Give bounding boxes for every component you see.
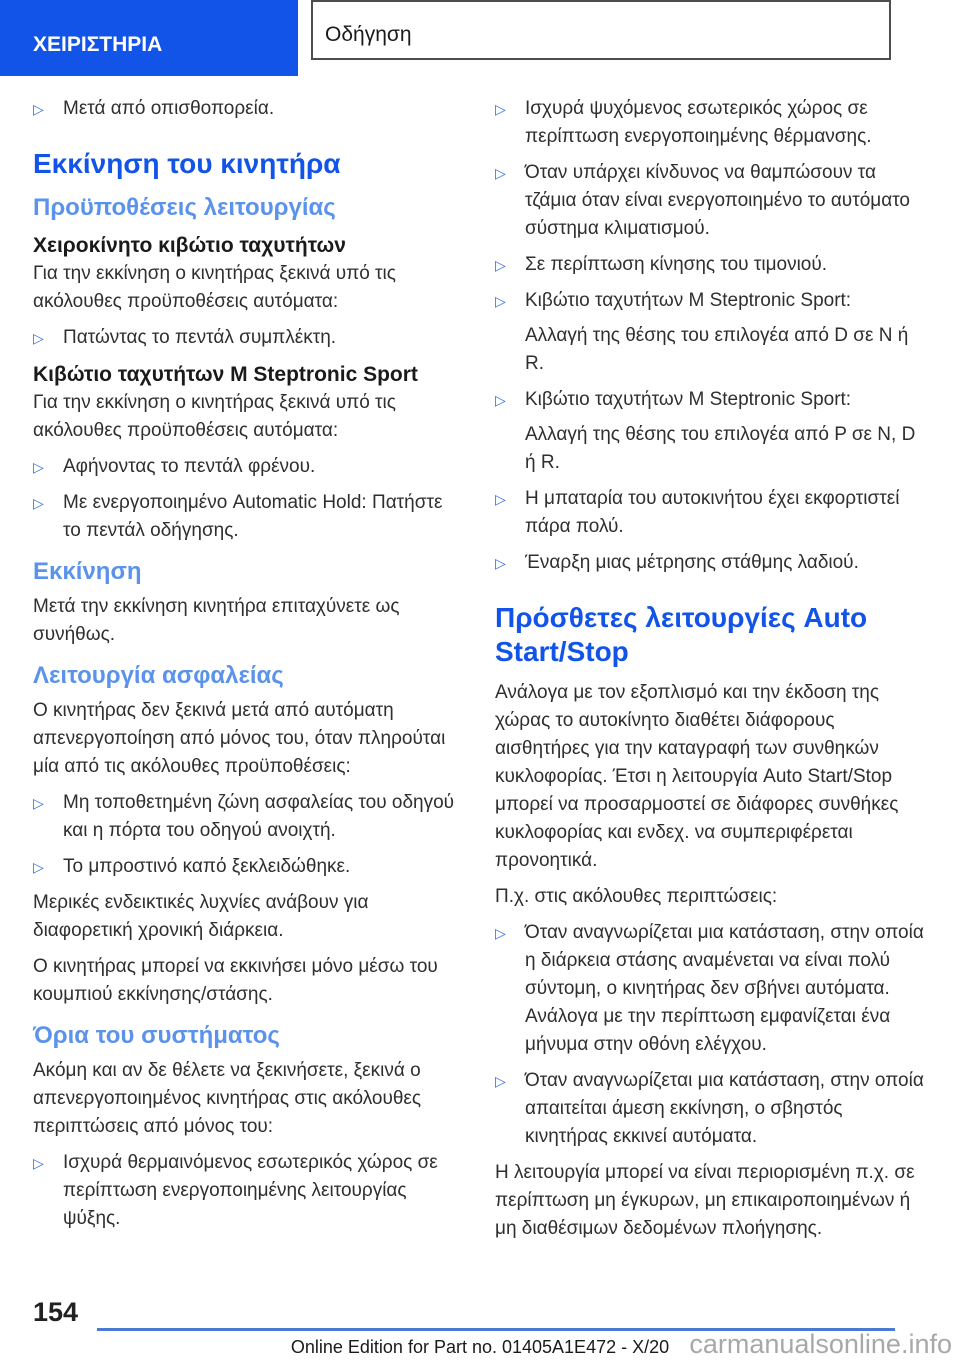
paragraph: Μερικές ενδεικτικές λυχνίες ανάβουν για διαφορετική χρονική διάρκεια. <box>33 892 369 941</box>
bullet-item <box>495 1067 927 1151</box>
bullet-item <box>495 251 927 279</box>
triangle-bullet-icon: ▷ <box>495 257 506 273</box>
heading-h2: Όρια του συστήματος <box>33 1022 280 1049</box>
bullet-text: Μη τοποθετημένη ζώνη ασφαλείας του οδηγού και η πόρτα του οδηγού ανοιχτή. <box>63 792 455 841</box>
bullet-item <box>495 95 927 151</box>
bullet-content <box>63 324 465 352</box>
bullet-text: Ισχυρά ψυχόμενος εσωτερικός χώρος σε περίπτωση ενεργοποιημένης θέρμανσης. <box>525 98 872 147</box>
bullet-item <box>495 386 927 477</box>
paragraph: Για την εκκίνηση ο κινητήρας ξεκινά υπό τις ακόλουθες προϋποθέσεις αυτόματα: <box>33 263 396 312</box>
bullet-text: Μετά από οπισθοπορεία. <box>63 98 275 119</box>
right-column <box>495 95 927 1251</box>
heading-h3: Χειροκίνητο κιβώτιο ταχυτήτων <box>33 234 346 257</box>
bullet-text: Το μπροστινό καπό ξεκλειδώθηκε. <box>63 856 351 877</box>
triangle-bullet-icon: ▷ <box>33 859 44 875</box>
paragraph: Μετά την εκκίνηση κινητήρα επιταχύνετε ως συνήθως. <box>33 596 400 645</box>
bullet-item <box>495 549 927 577</box>
triangle-bullet-icon: ▷ <box>495 101 506 117</box>
bullet-content <box>63 1149 465 1233</box>
triangle-bullet-icon: ▷ <box>495 555 506 571</box>
bullet-text: Σε περίπτωση κίνησης του τιμονιού. <box>525 254 828 275</box>
paragraph: Ο κινητήρας δεν ξεκινά μετά από αυτόματη απενεργοποίηση από μόνος του, όταν πληρούται μία από τις ακόλουθες προϋποθέσεις: <box>33 700 446 777</box>
bullet-content <box>525 386 927 477</box>
heading-h2: Προϋποθέσεις λειτουργίας <box>33 194 336 221</box>
heading-h2: Λειτουργία ασφαλείας <box>33 662 284 689</box>
heading-h2: Εκκίνηση <box>33 558 142 585</box>
heading-h1: Πρόσθετες λειτουργίες Auto Start/Stop <box>495 602 868 667</box>
triangle-bullet-icon: ▷ <box>495 491 506 507</box>
bullet-item <box>33 1149 465 1233</box>
bullet-text: Όταν αναγνωρίζεται μια κατάσταση, στην οποία απαιτείται άμεση εκκίνηση, ο σβηστός κινητήρας εκκινεί αυτόματα. <box>525 1070 924 1147</box>
triangle-bullet-icon: ▷ <box>495 392 506 408</box>
bullet-content <box>525 159 927 243</box>
bullet-content <box>63 453 465 481</box>
bullet-content <box>525 549 927 577</box>
bullet-item <box>495 485 927 541</box>
bullet-item <box>495 159 927 243</box>
bullet-item <box>33 789 465 845</box>
triangle-bullet-icon: ▷ <box>33 101 44 117</box>
triangle-bullet-icon: ▷ <box>495 1073 506 1089</box>
section-tab-label: ΧΕΙΡΙΣΤΗΡΙΑ <box>33 33 163 56</box>
triangle-bullet-icon: ▷ <box>495 165 506 181</box>
chapter-title: Οδήγηση <box>325 23 412 46</box>
content-columns <box>33 62 927 1251</box>
bullet-content <box>63 853 465 881</box>
paragraph: Ανάλογα με τον εξοπλισμό και την έκδοση της χώρας το αυτοκίνητο διαθέτει διάφορους αισθητήρες για την καταγραφή των συνθηκών κυκλοφορίας. Έτσι η λειτουργία Auto Start/Stop μπορεί να προσαρμοστεί σε διάφορες συνθήκες κυκλοφορίας και ενδεχ. να συμπεριφέρεται προνοητικά. <box>495 682 899 871</box>
bullet-content <box>525 1067 927 1151</box>
bullet-subtext: Αλλαγή της θέσης του επιλογέα από P σε N, D ή R. <box>525 424 916 473</box>
footer-line <box>0 1329 960 1359</box>
paragraph: Η λειτουργία μπορεί να είναι περιορισμένη π.χ. σε περίπτωση μη έγκυρων, μη επικαιροποιημένων ή μη διαθέσιμων δεδομένων πλοήγησης. <box>495 1162 915 1239</box>
bullet-text: Με ενεργοποιημένο Automatic Hold: Πατήστε το πεντάλ οδήγησης. <box>63 492 443 541</box>
triangle-bullet-icon: ▷ <box>33 795 44 811</box>
paragraph: Ακόμη και αν δε θέλετε να ξεκινήσετε, ξεκινά ο απενεργοποιημένος κινητήρας στις ακόλουθες περιπτώσεις από μόνος του: <box>33 1060 422 1137</box>
triangle-bullet-icon: ▷ <box>33 330 44 346</box>
paragraph: Π.χ. στις ακόλουθες περιπτώσεις: <box>495 886 778 907</box>
bullet-item <box>495 919 927 1059</box>
watermark-text: carmanualsonline.info <box>689 1329 952 1359</box>
bullet-content <box>63 95 465 123</box>
bullet-item <box>33 853 465 881</box>
bullet-content <box>63 489 465 545</box>
bullet-text: Αφήνοντας το πεντάλ φρένου. <box>63 456 316 477</box>
bullet-content <box>525 251 927 279</box>
bullet-content <box>525 485 927 541</box>
bullet-subtext: Αλλαγή της θέσης του επιλογέα από D σε N ή R. <box>525 325 909 374</box>
bullet-item <box>33 324 465 352</box>
bullet-text: Κιβώτιο ταχυτήτων M Steptronic Sport: <box>525 290 852 311</box>
bullet-text: Κιβώτιο ταχυτήτων M Steptronic Sport: <box>525 389 852 410</box>
chapter-header-box <box>311 0 891 60</box>
bullet-text: Πατώντας το πεντάλ συμπλέκτη. <box>63 327 337 348</box>
bullet-content <box>63 789 465 845</box>
heading-h1: Εκκίνηση του κινητήρα <box>33 148 341 179</box>
bullet-item <box>33 95 465 123</box>
bullet-text: Η μπαταρία του αυτοκινήτου έχει εκφορτιστεί πάρα πολύ. <box>525 488 900 537</box>
page-number: 154 <box>33 1297 79 1327</box>
paragraph: Ο κινητήρας μπορεί να εκκινήσει μόνο μέσω του κουμπιού εκκίνησης/στάσης. <box>33 956 438 1005</box>
bullet-item <box>495 287 927 378</box>
triangle-bullet-icon: ▷ <box>33 1155 44 1171</box>
triangle-bullet-icon: ▷ <box>495 293 506 309</box>
bullet-text: Ισχυρά θερμαινόμενος εσωτερικός χώρος σε περίπτωση ενεργοποιημένης λειτουργίας ψύξης. <box>63 1152 438 1229</box>
left-column <box>33 95 465 1251</box>
bullet-text: Όταν αναγνωρίζεται μια κατάσταση, στην οποία η διάρκεια στάσης αναμένεται να είναι πολύ σύντομη, ο κινητήρας δεν σβήνει αυτόματα. Ανάλογα με την περίπτωση εμφανίζεται ένα μήνυμα στην οθόνη ελέγχου. <box>525 922 924 1055</box>
triangle-bullet-icon: ▷ <box>33 495 44 511</box>
bullet-item <box>33 489 465 545</box>
bullet-text: Όταν υπάρχει κίνδυνος να θαμπώσουν τα τζάμια όταν είναι ενεργοποιημένο το αυτόματο σύστημα κλιματισμού. <box>525 162 911 239</box>
triangle-bullet-icon: ▷ <box>33 459 44 475</box>
bullet-content <box>525 287 927 378</box>
bullet-item <box>33 453 465 481</box>
edition-text: Online Edition for Part no. 01405A1E472 - X/20 <box>290 1337 670 1357</box>
bullet-text: Έναρξη μιας μέτρησης στάθμης λαδιού. <box>525 552 859 573</box>
heading-h3: Κιβώτιο ταχυτήτων M Steptronic Sport <box>33 363 418 386</box>
page-footer <box>0 1272 960 1362</box>
triangle-bullet-icon: ▷ <box>495 925 506 941</box>
paragraph: Για την εκκίνηση ο κινητήρας ξεκινά υπό τις ακόλουθες προϋποθέσεις αυτόματα: <box>33 392 396 441</box>
bullet-content <box>525 95 927 151</box>
bullet-content <box>525 919 927 1059</box>
